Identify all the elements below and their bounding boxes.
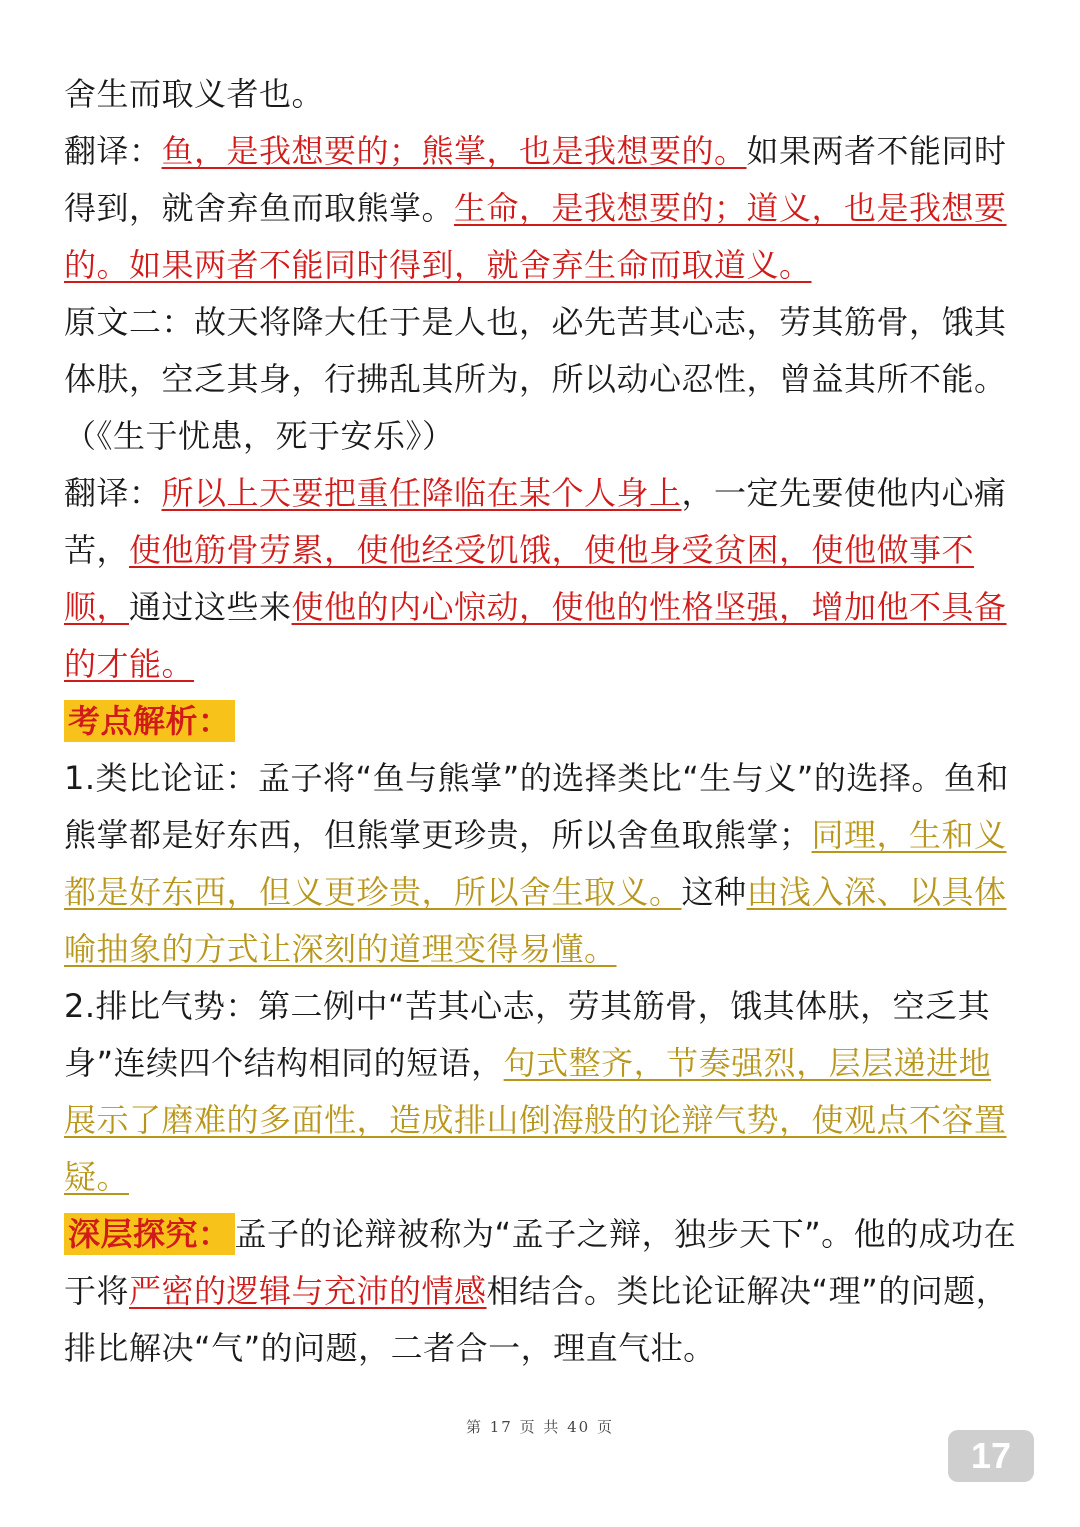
text-run: 舍生而取义者也。: [64, 75, 325, 113]
section-heading-analysis: [64, 693, 1022, 750]
text-run: 1.类比论证：孟子将“鱼与熊掌”的选择类比“生与义”的选择。鱼和熊掌都是好东西，但熊掌更珍贵，所以舍鱼取熊掌；: [64, 759, 1009, 854]
paragraph-1: [64, 66, 1022, 123]
page-footer: 第 17 页 共 40 页: [465, 1418, 614, 1436]
highlight-heading: 考点解析：: [64, 700, 235, 742]
key-translation-red: 所以上天要把重任降临在某个人身上: [161, 474, 682, 512]
document-body: [64, 66, 1022, 1377]
text-run: 如果两者不能同时得到，就舍弃鱼而取熊掌。: [64, 132, 1007, 227]
paragraph-translation-1: [64, 123, 1022, 294]
key-point-red: 严密的逻辑与充沛的情感: [129, 1272, 487, 1310]
text-run: 这种: [681, 873, 747, 911]
key-translation-red: 使他筋骨劳累，使他经受饥饿，使他身受贫困，使他做事不顺，: [64, 531, 975, 626]
text-run: 2.排比气势：第二例中“苦其心志，劳其筋骨，饿其体肤，空乏其身”连续四个结构相同的短语，: [64, 987, 991, 1082]
paragraph-original-2: [64, 294, 1022, 465]
key-translation-red: 使他的内心惊动，使他的性格坚强，增加他不具备的才能。: [64, 588, 1007, 683]
text-run: 孟子的论辩被称为“孟子之辩，独步天下”。他的成功在于将: [64, 1215, 1017, 1310]
key-translation-red: 鱼，是我想要的；熊掌，也是我想要的。: [161, 132, 747, 170]
page-number-badge: 17: [948, 1430, 1034, 1482]
key-point-gold: 句式整齐，节奏强烈，层层递进地展示了磨难的多面性，造成排山倒海般的论辩气势，使观点不容置疑。: [64, 1044, 1007, 1196]
translation-label: 翻译：: [64, 474, 162, 512]
text-run: 相结合。类比论证解决“理”的问题，排比解决“气”的问题，二者合一，理直气壮。: [64, 1272, 1009, 1367]
key-point-gold: 同理，生和义都是好东西，但义更珍贵，所以舍生取义。: [64, 816, 1007, 911]
paragraph-analogy: [64, 750, 1022, 978]
key-point-gold: 由浅入深、以具体喻抽象的方式让深刻的道理变得易懂。: [64, 873, 1007, 968]
highlight-heading: 深层探究：: [64, 1213, 235, 1255]
key-translation-red: 生命，是我想要的；道义，也是我想要的。如果两者不能同时得到，就舍弃生命而取道义。: [64, 189, 1007, 284]
paragraph-translation-2: [64, 465, 1022, 693]
text-run: ，一定先要使他内心痛苦，: [64, 474, 1007, 569]
paragraph-parallelism: [64, 978, 1022, 1206]
translation-label: 翻译：: [64, 132, 162, 170]
text-run: 原文二：故天将降大任于是人也，必先苦其心志，劳其筋骨，饿其体肤，空乏其身，行拂乱其所为，所以动心忍性，曾益其所不能。（《生于忧患，死于安乐》）: [64, 303, 1007, 455]
paragraph-deep-inquiry: [64, 1206, 1022, 1377]
text-run: 通过这些来: [129, 588, 292, 626]
